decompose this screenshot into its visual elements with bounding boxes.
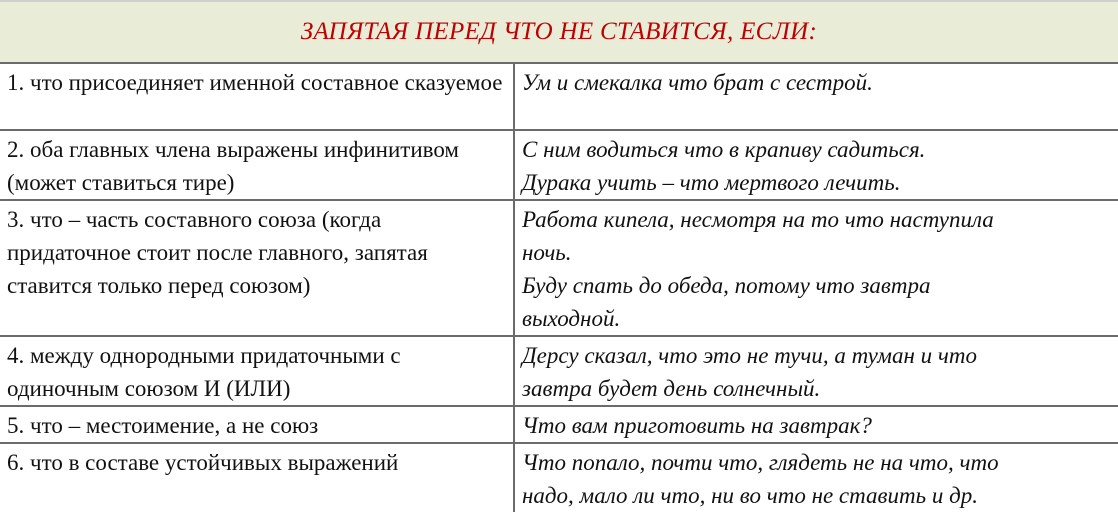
example-line: С ним водиться что в крапиву садиться. <box>522 137 926 162</box>
rule-condition: 1. что присоединяет именной составное сказуемое <box>0 64 514 130</box>
rule-example <box>514 443 1118 512</box>
table-row <box>0 200 1118 336</box>
example-line: завтра будет день солнечный. <box>522 376 821 401</box>
rule-example <box>514 130 1118 200</box>
rules-table <box>0 64 1118 512</box>
example-line: Буду спать до обеда, потому что завтра <box>522 273 931 298</box>
rule-condition: 2. оба главных члена выражены инфинитивом (может ставиться тире) <box>0 130 514 200</box>
example-line: выходной. <box>522 306 621 331</box>
table-row <box>0 130 1118 200</box>
example-line: Что попало, почти что, глядеть не на что, что <box>522 450 999 475</box>
rule-example <box>514 336 1118 406</box>
example-line: Что вам приготовить на завтрак? <box>522 413 872 438</box>
example-line: ночь. <box>522 240 572 265</box>
rule-example <box>514 406 1118 443</box>
rule-condition: 3. что – часть составного союза (когда придаточное стоит после главного, запятая ставится только перед союзом) <box>0 200 514 336</box>
table-row <box>0 406 1118 443</box>
table-row <box>0 336 1118 406</box>
header-banner <box>0 2 1118 64</box>
example-line: Дурака учить – что мертвого лечить. <box>522 170 901 195</box>
example-line: Работа кипела, несмотря на то что наступила <box>522 207 994 232</box>
rule-condition: 6. что в составе устойчивых выражений <box>0 443 514 512</box>
rule-condition: 5. что – местоимение, а не союз <box>0 406 514 443</box>
table-row <box>0 443 1118 512</box>
rule-example <box>514 200 1118 336</box>
example-line: Ум и смекалка что брат с сестрой. <box>522 70 873 95</box>
example-line: надо, мало ли что, ни во что не ставить и др. <box>522 483 978 508</box>
page-title: ЗАПЯТАЯ ПЕРЕД ЧТО НЕ СТАВИТСЯ, ЕСЛИ: <box>300 18 818 45</box>
rule-condition: 4. между однородными придаточными с одиночным союзом И (ИЛИ) <box>0 336 514 406</box>
table-row <box>0 64 1118 130</box>
example-line: Дерсу сказал, что это не тучи, а туман и что <box>522 343 977 368</box>
rule-example <box>514 64 1118 130</box>
